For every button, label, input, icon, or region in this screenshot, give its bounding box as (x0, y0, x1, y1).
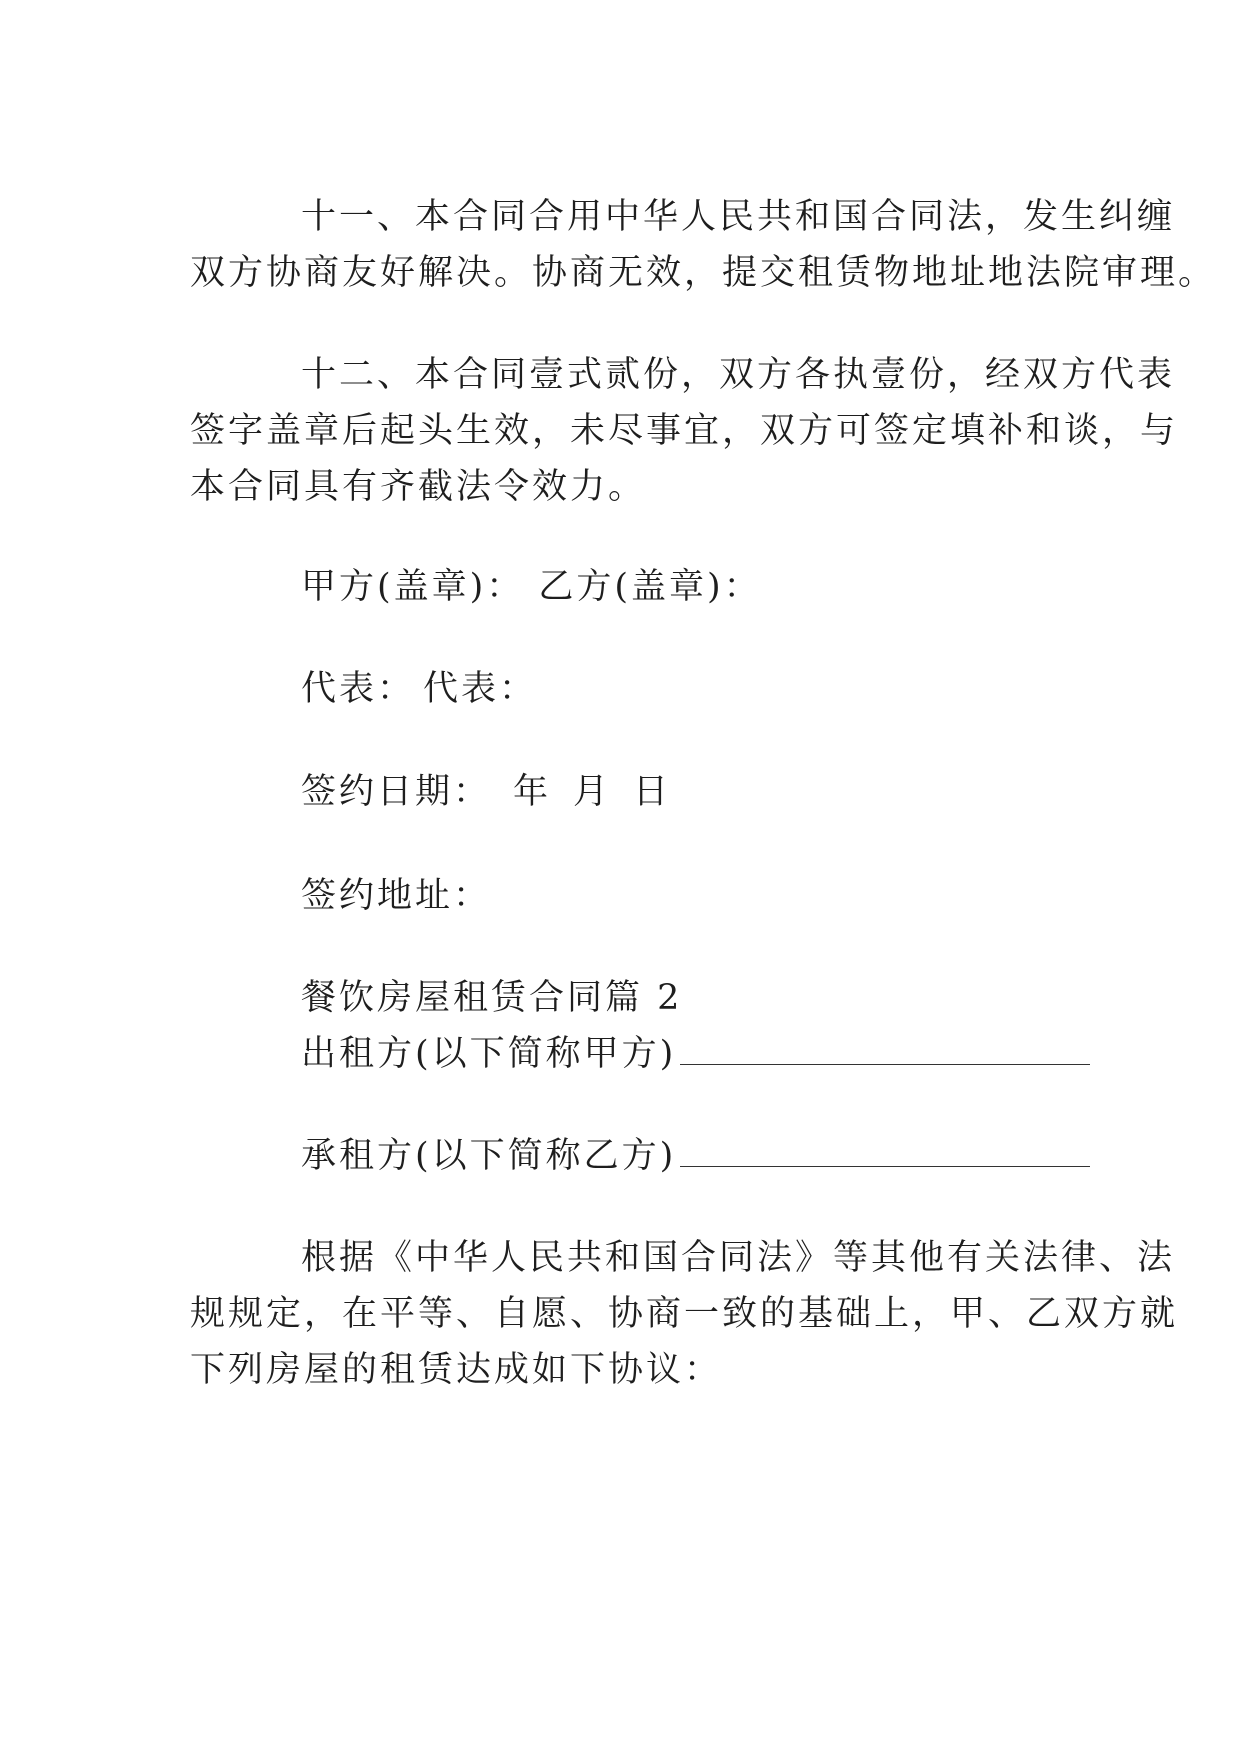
lessor-line (301, 1024, 1171, 1084)
lessee-label: 承租方(以下简称乙方) (301, 1136, 677, 1176)
clause-11-line-2: 双方协商友好解决。协商无效，提交租赁物地址地法院审理。 (190, 253, 1217, 293)
lessor-blank (680, 1030, 1090, 1065)
clause-12-line-2: 签字盖章后起头生效，未尽事宜，双方可签定填补和谈，与 (190, 411, 1179, 451)
party-b-seal-label: 乙方(盖章)： (538, 567, 762, 607)
intro-line-2: 规规定，在平等、自愿、协商一致的基础上，甲、乙双方就 (190, 1294, 1179, 1334)
lessee-line (301, 1126, 1171, 1186)
party-a-seal-label: 甲方(盖章)： (301, 567, 525, 607)
sign-date-line (301, 762, 1171, 822)
lessee-blank (680, 1132, 1090, 1167)
seal-line (301, 557, 1171, 617)
contract-2-title: 餐饮房屋租赁合同篇 2 (301, 978, 683, 1018)
intro-line-1: 根据《中华人民共和国合同法》等其他有关法律、法 (301, 1238, 1176, 1278)
sign-date-label: 签约日期： (301, 772, 492, 812)
representative-line (301, 659, 1171, 719)
intro-line-3: 下列房屋的租赁达成如下协议： (190, 1350, 723, 1390)
clause-11-line-1: 十一、本合同合用中华人民共和国合同法，发生纠缠 (301, 197, 1176, 237)
lessor-label: 出租方(以下简称甲方) (301, 1034, 677, 1074)
month-label: 月 (573, 772, 612, 812)
rep-b-label: 代表： (423, 669, 538, 709)
rep-a-label: 代表： (301, 669, 416, 709)
sign-place-label: 签约地址： (301, 876, 492, 916)
year-label: 年 (513, 772, 552, 812)
clause-12-line-3: 本合同具有齐截法令效力。 (190, 467, 647, 507)
day-label: 日 (633, 772, 672, 812)
clause-12-line-1: 十二、本合同壹式贰份，双方各执壹份，经双方代表 (301, 355, 1176, 395)
